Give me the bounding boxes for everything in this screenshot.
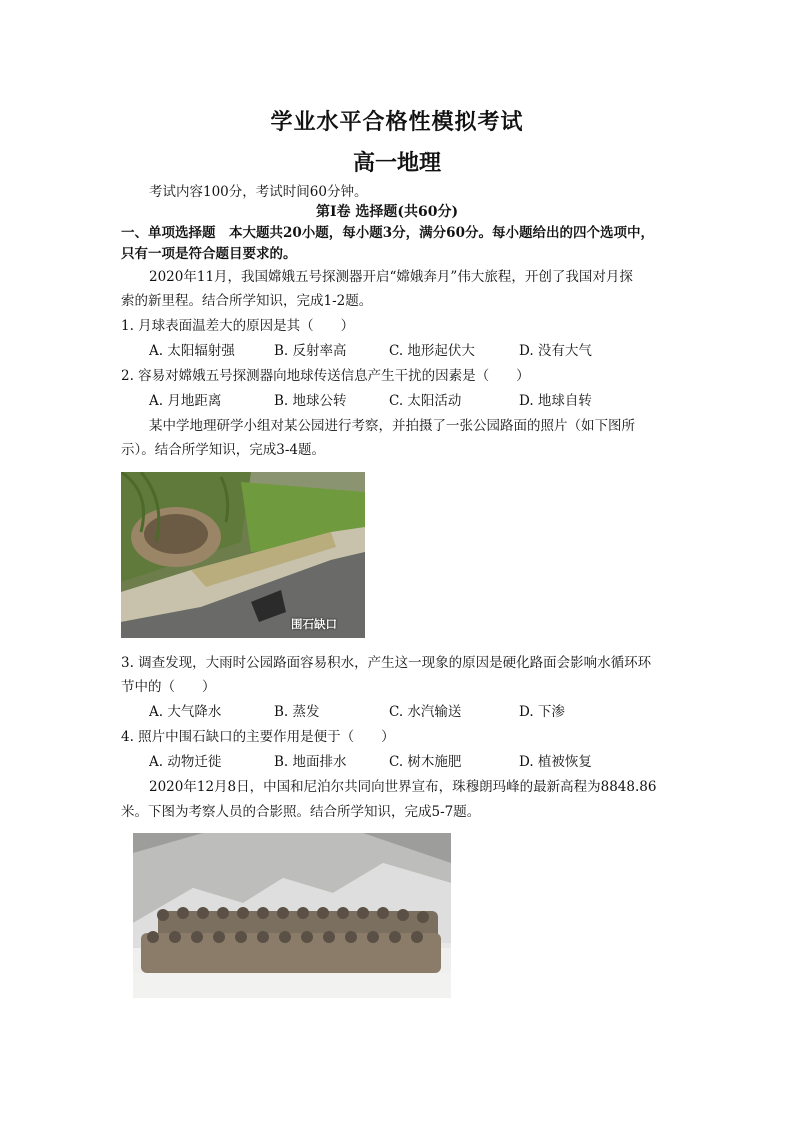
park-road-photo [121,472,365,638]
exam-title: 学业水平合格性模拟考试 [270,109,524,135]
photo-1-caption: 围石缺口 [291,617,337,631]
passage-3-line-2: 米。下图为考察人员的合影照。结合所学知识，完成5-7题。 [121,804,481,820]
question-4-option-a[interactable]: A. 动物迁徙 [149,754,222,770]
question-3-option-b[interactable]: B. 蒸发 [274,704,320,720]
question-4-option-b[interactable]: B. 地面排水 [274,754,347,770]
question-3-option-c[interactable]: C. 水汽输送 [389,704,462,720]
question-3-stem-line-2: 节中的（ ） [121,679,216,695]
question-4-stem: 4. 照片中围石缺口的主要作用是便于（ ） [121,729,395,745]
question-1-options [149,342,592,360]
question-3-option-a[interactable]: A. 大气降水 [149,704,222,720]
question-1-option-a[interactable]: A. 太阳辐射强 [149,343,235,359]
instructions-line-1: 一、单项选择题 本大题共20小题，每小题3分，满分60分。每小题给出的四个选项中， [121,225,654,241]
passage-1-line-1: 2020年11月，我国嫦娥五号探测器开启“嫦娥奔月”伟大旅程，开创了我国对月探 [149,269,633,285]
everest-team-photo [133,833,451,998]
question-2-options [149,392,592,410]
question-2-option-b[interactable]: B. 地球公转 [274,393,347,409]
question-1-option-d[interactable]: D. 没有大气 [519,343,592,359]
park-road-illustration [121,472,365,638]
section-title: 第Ⅰ卷 选择题(共60分) [316,204,459,220]
team-photo-illustration [133,833,451,998]
passage-2-line-1: 某中学地理研学小组对某公园进行考察，并拍摄了一张公园路面的照片（如下图所 [149,418,635,434]
question-1-stem: 1. 月球表面温差大的原因是其（ ） [121,318,355,334]
question-2-option-d[interactable]: D. 地球自转 [519,393,592,409]
question-3-options [149,703,565,721]
question-4-options [149,753,592,771]
question-2-option-c[interactable]: C. 太阳活动 [389,393,462,409]
passage-3-line-1: 2020年12月8日，中国和尼泊尔共同向世界宣布，珠穆朗玛峰的最新高程为8848.86 [149,779,657,795]
exam-subtitle: 高一地理 [352,150,441,176]
question-4-option-d[interactable]: D. 植被恢复 [519,754,592,770]
question-1-option-b[interactable]: B. 反射率高 [274,343,347,359]
question-2-option-a[interactable]: A. 月地距离 [149,393,222,409]
passage-1-line-2: 索的新里程。结合所学知识，完成1-2题。 [121,293,373,309]
exam-info: 考试内容100分，考试时间60分钟。 [149,184,368,200]
instructions-line-2: 只有一项是符合题目要求的。 [121,246,297,262]
question-3-option-d[interactable]: D. 下渗 [519,704,565,720]
question-2-stem: 2. 容易对嫦娥五号探测器向地球传送信息产生干扰的因素是（ ） [121,368,530,384]
passage-2-line-2: 示）。结合所学知识，完成3-4题。 [121,442,325,458]
question-1-option-c[interactable]: C. 地形起伏大 [389,343,475,359]
question-3-stem-line-1: 3. 调查发现，大雨时公园路面容易积水，产生这一现象的原因是硬化路面会影响水循环环 [121,655,652,671]
question-4-option-c[interactable]: C. 树木施肥 [389,754,462,770]
